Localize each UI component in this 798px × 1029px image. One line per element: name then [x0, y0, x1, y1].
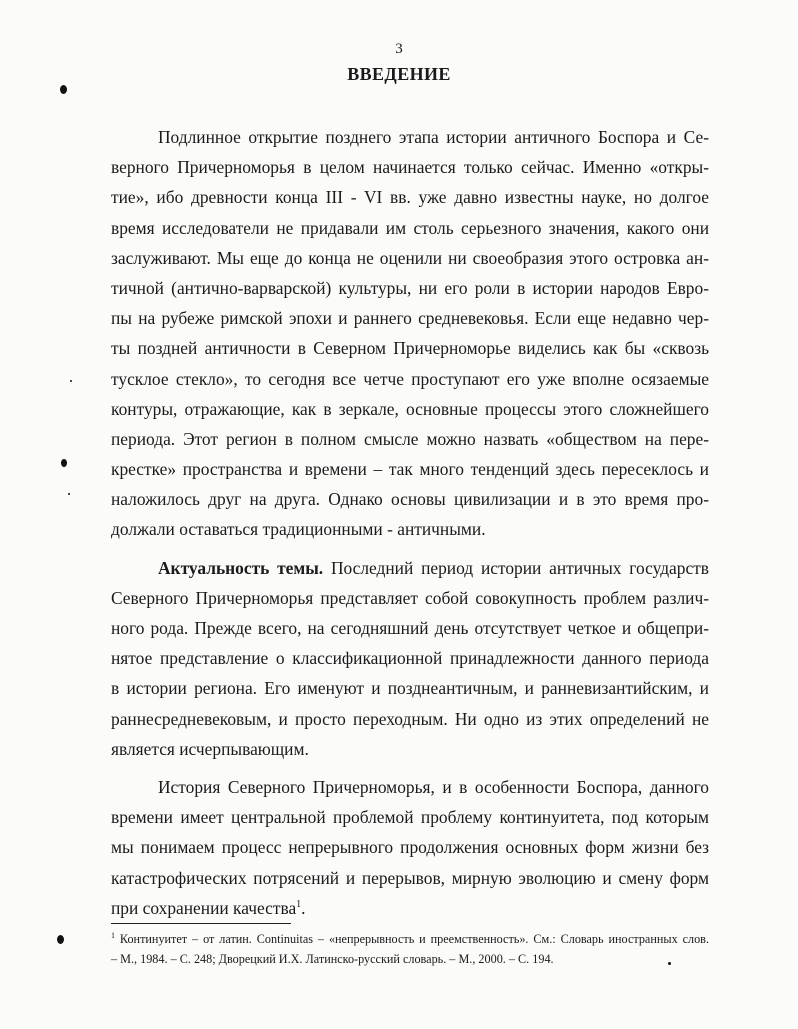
text-line: тие», ибо древности конца III - VI вв. уже давно известны науке, но долгое: [111, 187, 709, 208]
text-line: в истории региона. Его именуют и позднеантичным, и ранневизантийским, и: [111, 678, 709, 699]
paragraph-intro: [111, 122, 709, 545]
page-number: 3: [395, 41, 403, 57]
text-line: История Северного Причерноморья, и в особенности Боспора, данного: [158, 776, 709, 797]
text-line: Подлинное открытие позднего этапа истории античного Боспора и Се-: [158, 127, 709, 147]
footnote-reference: 1: [296, 898, 302, 910]
text-run: Последний период истории античных государств: [323, 557, 709, 578]
text-line: контуры, отражающие, как в зеркале, основные процессы этого сложнейшего: [111, 398, 709, 419]
scan-speck: [668, 962, 671, 965]
paragraph-relevance: [111, 553, 709, 764]
scan-speck: [70, 380, 72, 382]
footnote: [111, 929, 709, 969]
text-line: время исследователи не придавали им столь серьезного значения, какого они: [111, 217, 709, 238]
text-line: должали оставаться традиционными - античными.: [111, 519, 486, 540]
text-line: является исчерпывающим.: [111, 738, 309, 759]
text-line: крестке» пространства и времени – так много тенденций здесь пересеклось и: [111, 459, 709, 480]
footnote-line: [111, 929, 709, 949]
text-run: Континуитет – от латин. Continuitas – «непрерывность и преемственность». См.: Словарь иностранных слов.: [115, 932, 709, 946]
text-line: периода. Этот регион в полном смысле можно назвать «обществом на пере-: [111, 428, 709, 449]
footnote-separator: [111, 923, 291, 924]
text-run: при сохранении качества: [111, 897, 297, 918]
scan-speck: [61, 459, 67, 467]
text-line: тусклое стекло», то сегодня все четче проступают его уже вполне осязаемые: [111, 368, 709, 389]
section-lead: Актуальность темы.: [158, 557, 324, 578]
text-line: катастрофических потрясений и перерывов, мирную эволюцию и смену форм: [111, 867, 709, 888]
text-line: наложилось друг на друга. Однако основы цивилизации и в это время про-: [111, 489, 709, 510]
text-line: заслуживают. Мы еще до конца не оценили ни своеобразия этого островка ан-: [111, 247, 709, 268]
text-line: Северного Причерноморья представляет собой совокупность проблем различ-: [111, 587, 709, 608]
scan-speck: [57, 935, 64, 944]
text-line: верного Причерноморья в целом начинается только сейчас. Именно «откры-: [111, 157, 709, 178]
page-title: ВВЕДЕНИЕ: [347, 64, 451, 84]
text-line: при сохранении качества$^1$.: [111, 897, 306, 918]
text-line: раннесредневековым, и просто переходным. Ни одно из этих определений не: [111, 708, 709, 729]
text-line: ного рода. Прежде всего, на сегодняшний день отсутствует четкое и общепри-: [111, 618, 709, 638]
text-line: ты поздней античности в Северном Причерноморье виделись как бы «сквозь: [111, 338, 709, 359]
text-line: тичной (антично-варварской) культуры, ни его роли в истории народов Евро-: [111, 277, 709, 298]
footnote-marker: 1: [111, 931, 115, 940]
scan-speck: [60, 85, 67, 94]
paragraph-continuity: [111, 772, 709, 923]
footnote-line: – М., 1984. – С. 248; Дворецкий И.Х. Латинско-русский словарь. – М., 2000. – С. 194.: [111, 952, 554, 966]
text-line: пы на рубеже римской эпохи и раннего средневековья. Если еще недавно чер-: [111, 308, 709, 329]
document-body: [111, 122, 709, 923]
text-line: мы понимаем процесс непрерывного продолжения основных форм жизни без: [111, 837, 709, 858]
text-line: [111, 553, 709, 583]
scan-speck: [68, 493, 70, 495]
text-line: нятое представление о классификационной принадлежности данного периода: [111, 648, 709, 669]
text-line: времени имеет центральной проблемой проблему континуитета, под которым: [111, 807, 709, 828]
